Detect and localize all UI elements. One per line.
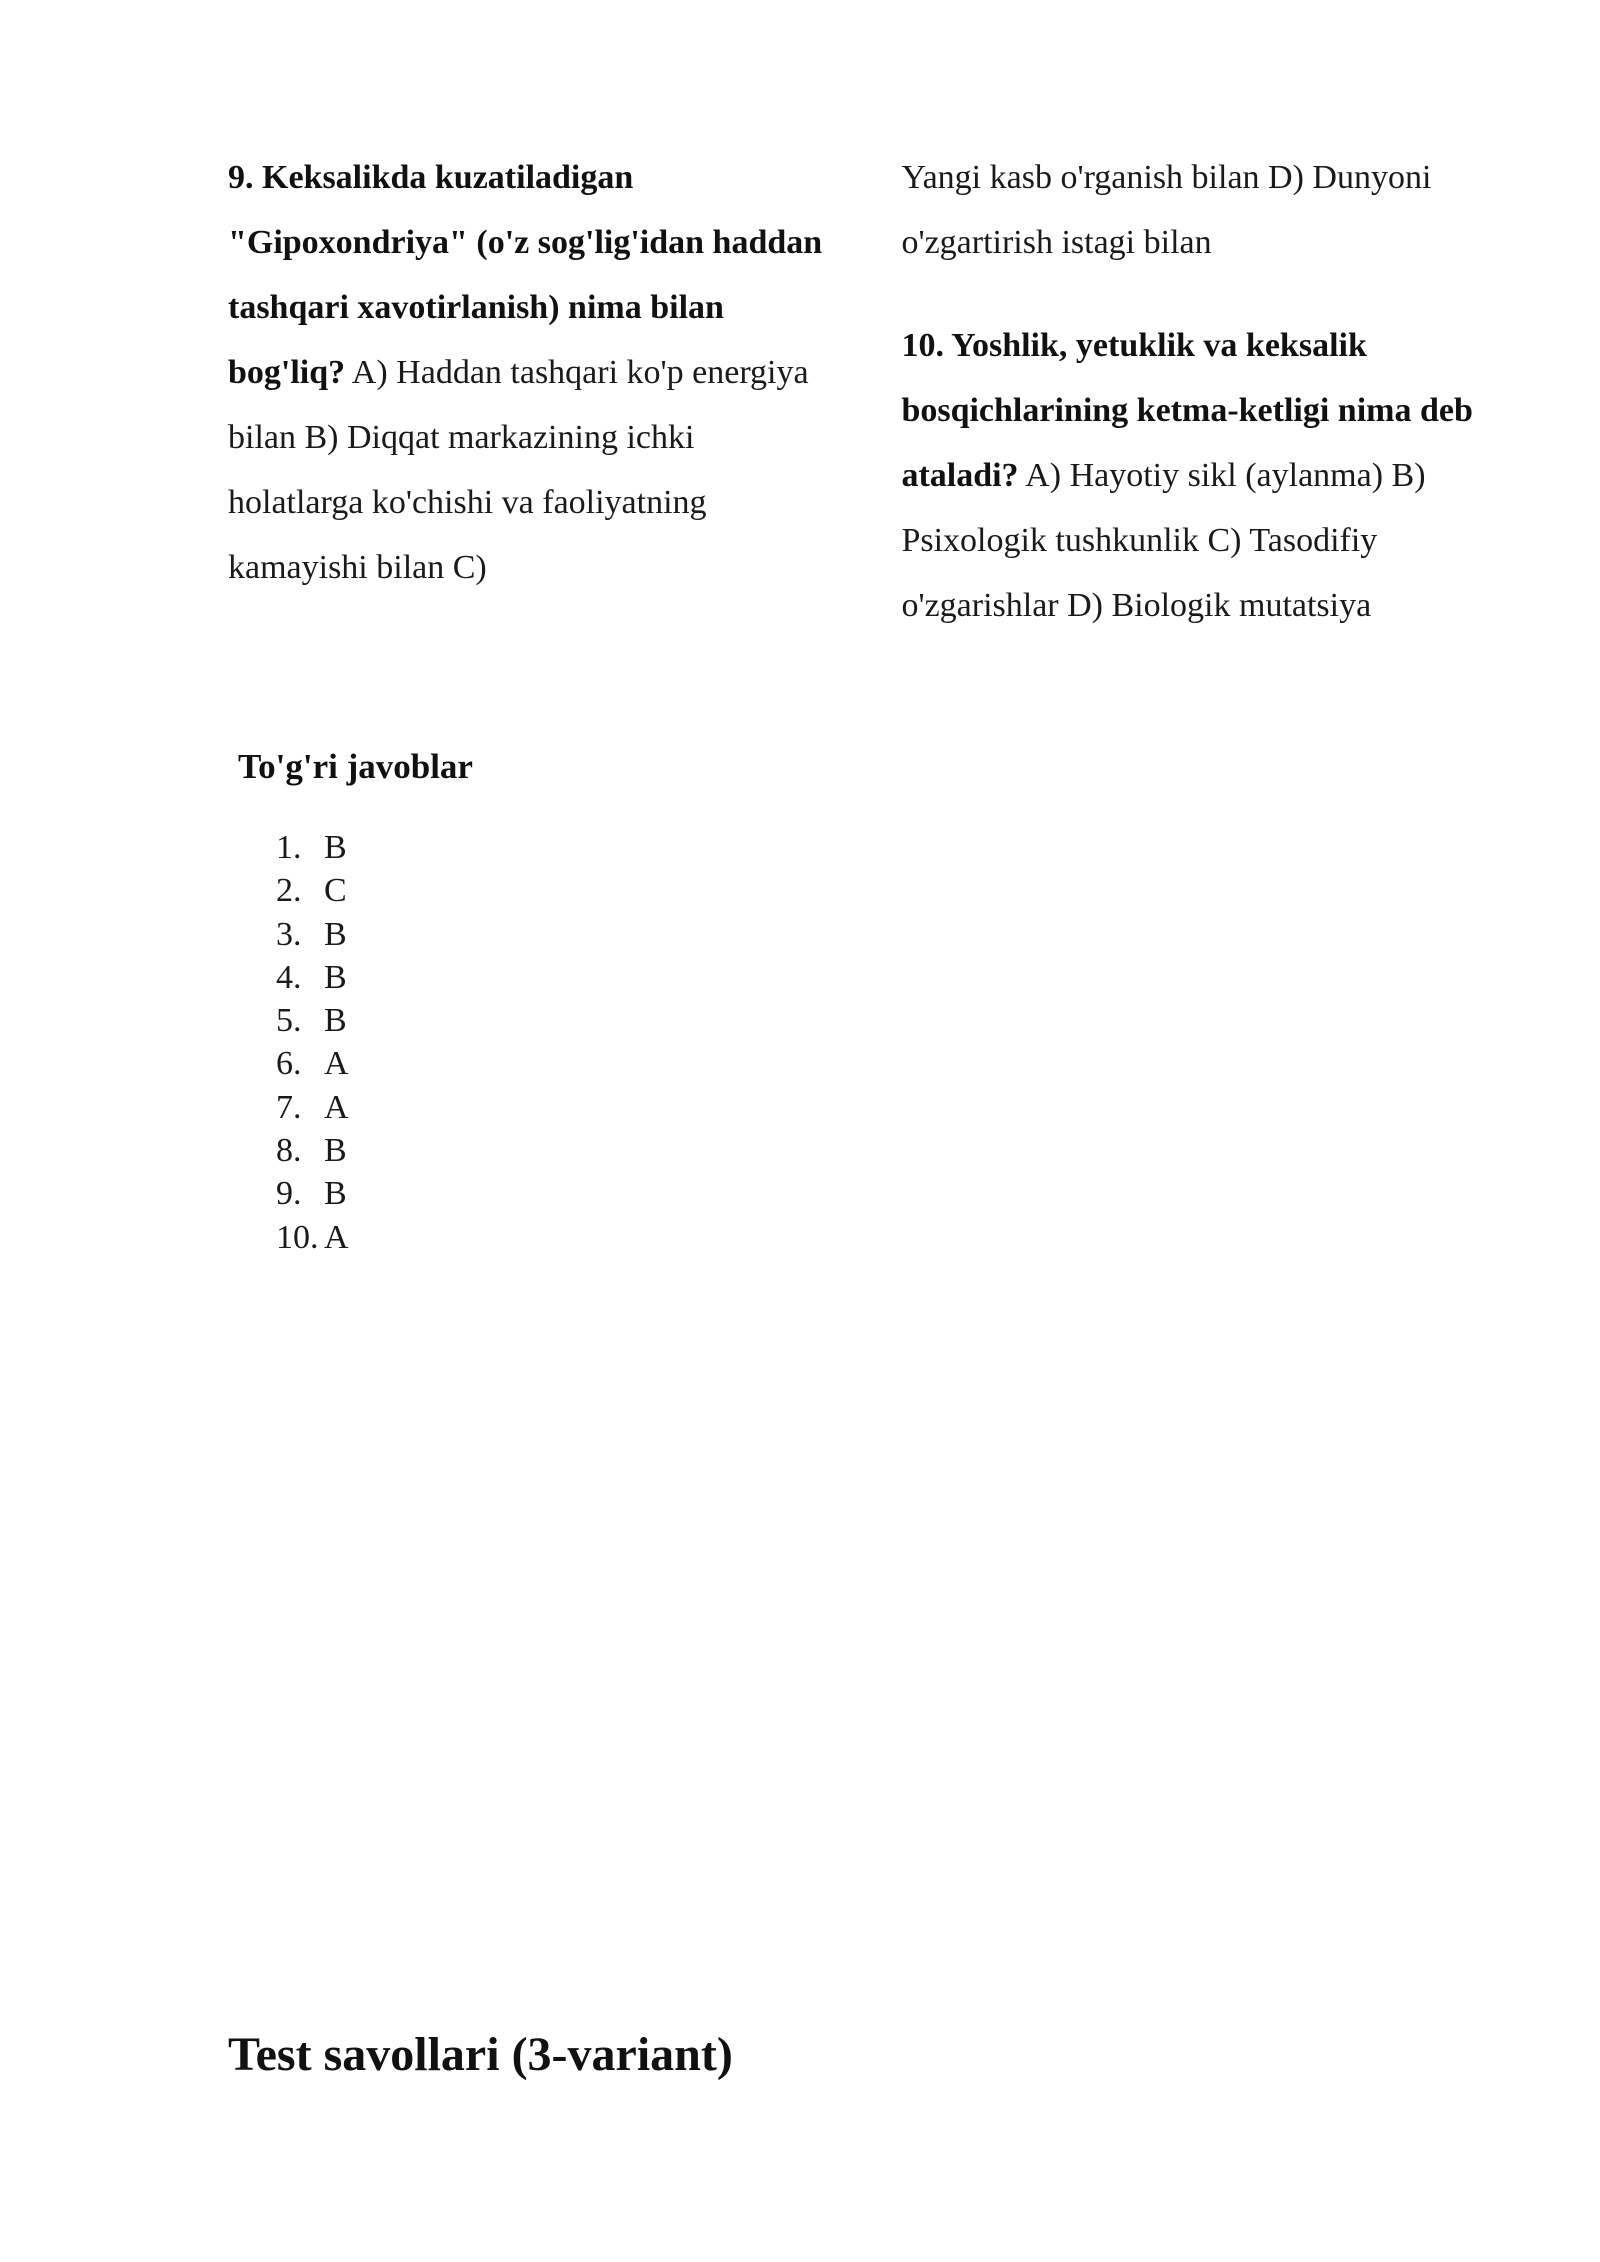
question-9-continuation: Yangi kasb o'rganish bilan D) Dunyoni o'zgartirish istagi bilan [901,159,1432,261]
answer-item [276,826,349,869]
answer-number: 10. [276,1218,319,1256]
answer-number: 3. [276,915,302,953]
answer-number: 8. [276,1132,302,1170]
right-column [901,145,1478,638]
question-10 [901,313,1478,638]
section-title: Test savollari (3-variant) [228,2028,733,2081]
answers-list [276,826,349,1259]
answer-letter: A [324,1088,349,1126]
answer-item [276,1172,349,1215]
answer-number: 6. [276,1045,302,1083]
answer-letter: B [324,1002,347,1040]
answer-letter: B [324,1175,347,1213]
answer-item [276,1129,349,1172]
question-spacer [901,275,1478,313]
question-10-options: A) Hayotiy sikl (aylanma) B) Psixologik tushkunlik C) Tasodifiy o'zgarishlar D) Biologik mutatsiya [901,457,1426,624]
answer-number: 1. [276,829,302,866]
answer-letter: B [324,829,347,866]
answer-letter: B [324,958,347,996]
answer-item [276,956,349,999]
answer-letter: B [324,915,347,953]
two-column-section [228,145,1478,638]
answer-item [276,913,349,956]
answer-number: 9. [276,1175,302,1213]
answer-letter: A [324,1045,349,1083]
answer-item [276,869,349,912]
question-9 [228,145,824,600]
question-9-options: A) Haddan tashqari ko'p energiya bilan B) Diqqat markazining ichki holatlarga ko'chishi va faoliyatning kamayishi bilan C) [228,354,809,586]
answer-number: 4. [276,958,302,996]
answer-number: 7. [276,1088,302,1126]
answer-item [276,1216,349,1259]
answer-letter: C [324,872,347,910]
answer-item [276,1042,349,1085]
answer-number: 2. [276,872,302,910]
question-9-text: 9. Keksalikda kuzatiladigan "Gipoxondriya" (o'z sog'lig'idan haddan tashqari xavotirlanish) nima bilan bog'liq? [228,159,823,391]
answer-letter: A [324,1218,349,1256]
question-10-text: 10. Yoshlik, yetuklik va keksalik bosqichlarining ketma-ketligi nima deb ataladi? [901,327,1473,494]
left-column [228,145,824,638]
answer-item [276,1086,349,1129]
answer-letter: B [324,1132,347,1170]
answer-number: 5. [276,1002,302,1040]
answers-heading: To'g'ri javoblar [238,747,473,786]
answer-item [276,999,349,1042]
